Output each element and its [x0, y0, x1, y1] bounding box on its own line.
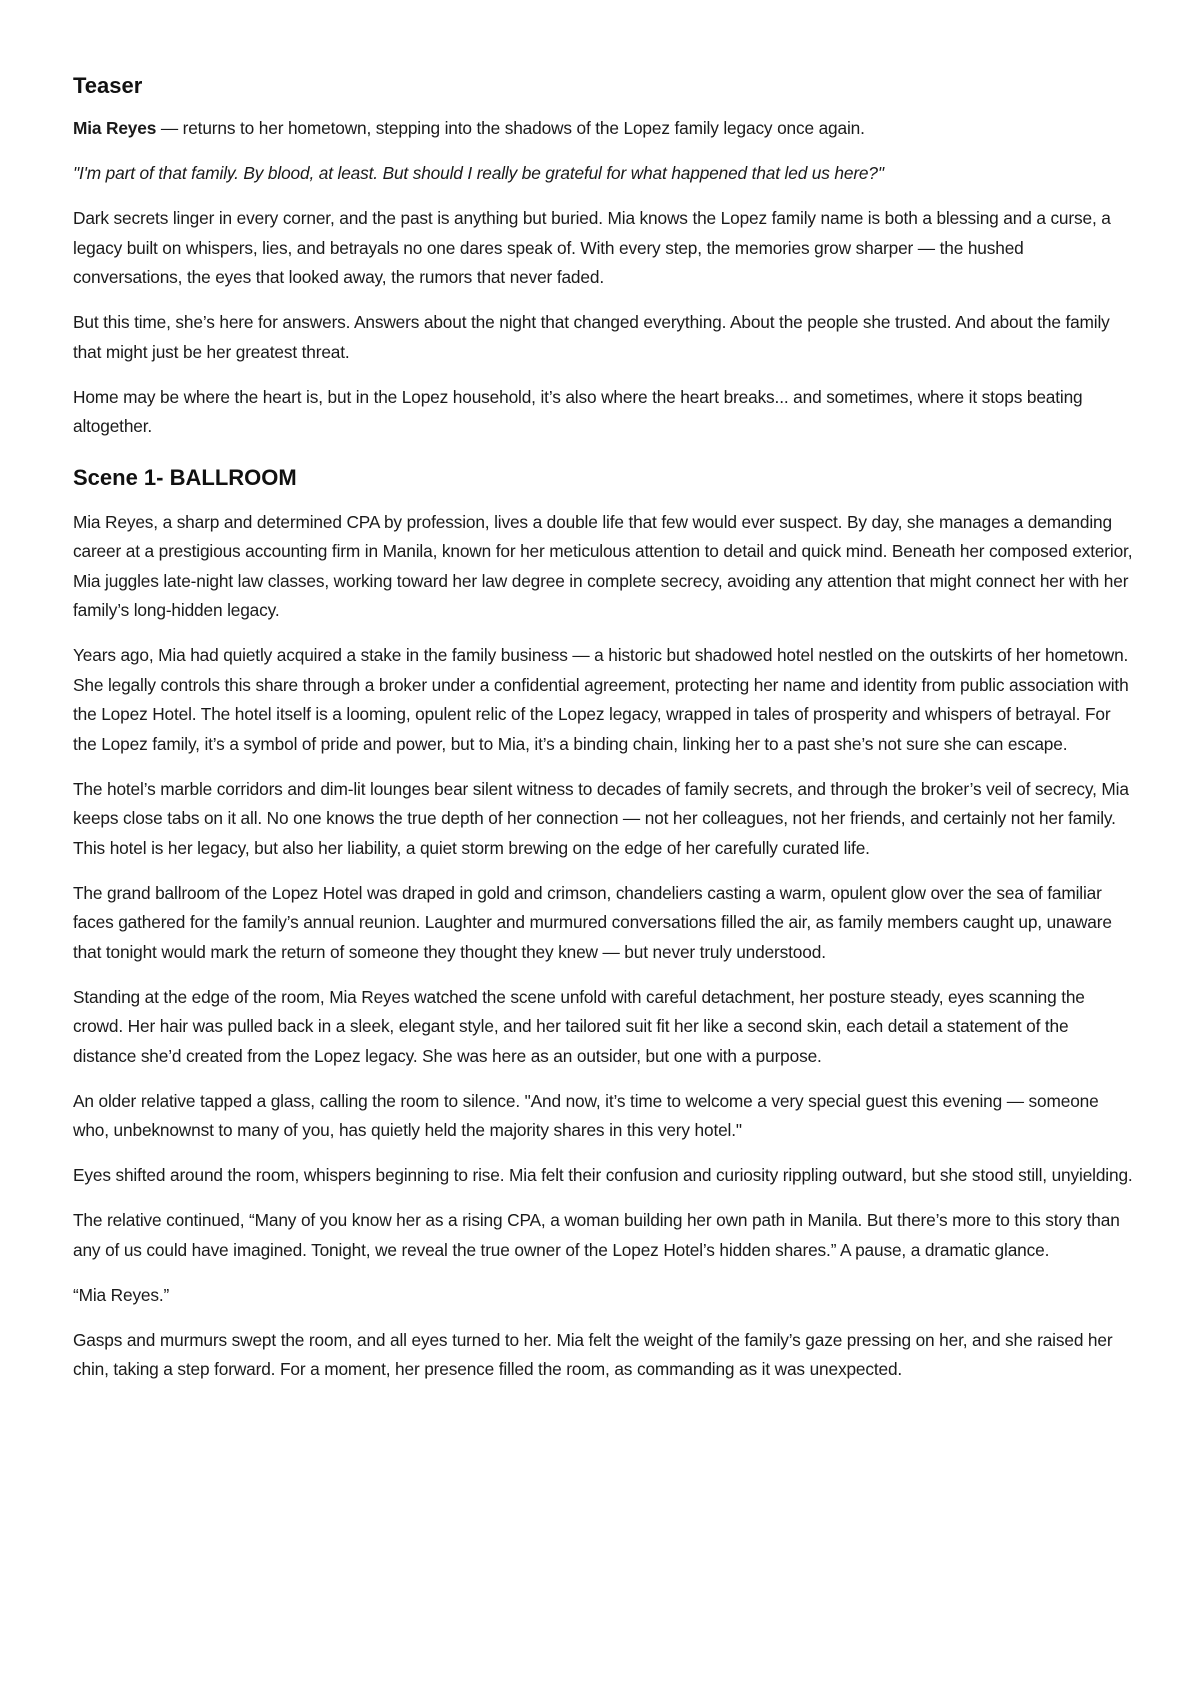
teaser-intro-name: Mia Reyes — [73, 118, 157, 138]
scene-1-heading: Scene 1- BALLROOM — [73, 464, 297, 490]
scene-paragraph: The grand ballroom of the Lopez Hotel was draped in gold and crimson, chandeliers casting a warm, opulent glow over the sea of familiar faces gathered for the family’s annual reunion. Laughter and murmured conversations filled the air, as family members caught up, unaware that tonight would mark the return of someone they thought they knew — but never truly understood. — [73, 882, 1112, 962]
scene-paragraph: “Mia Reyes.” — [73, 1284, 170, 1305]
scene-paragraph: The relative continued, “Many of you know her as a rising CPA, a woman building her own path in Manila. But there’s more to this story than any of us could have imagined. Tonight, we reveal the true owner of the Lopez Hotel’s hidden shares.” A pause, a dramatic glance. — [73, 1210, 1120, 1260]
teaser-heading: Teaser — [73, 73, 143, 98]
scene-paragraph: Gasps and murmurs swept the room, and all eyes turned to her. Mia felt the weight of the family’s gaze pressing on her, and she raised her chin, taking a step forward. For a moment, her presence filled the room, as commanding as it was unexpected. — [73, 1329, 1113, 1379]
scene-paragraph: Mia Reyes, a sharp and determined CPA by profession, lives a double life that few would ever suspect. By day, she manages a demanding career at a prestigious accounting firm in Manila, known for her meticulous attention to detail and quick mind. Beneath her composed exterior, Mia juggles late-night law classes, working toward her law degree in complete secrecy, avoiding any attention that might connect her with her family’s long-hidden legacy. — [73, 511, 1133, 620]
document-page — [73, 72, 1133, 1400]
scene-paragraph: Standing at the edge of the room, Mia Reyes watched the scene unfold with careful detachment, her posture steady, eyes scanning the crowd. Her hair was pulled back in a sleek, elegant style, and her tailored suit fit her like a second skin, each detail a statement of the distance she’d created from the Lopez legacy. She was here as an outsider, but one with a purpose. — [73, 986, 1085, 1066]
scene-paragraph: The hotel’s marble corridors and dim-lit lounges bear silent witness to decades of family secrets, and through the broker’s veil of secrecy, Mia keeps close tabs on it all. No one knows the true depth of her connection — not her colleagues, not her friends, and certainly not her family. This hotel is her legacy, but also her liability, a quiet storm brewing on the edge of her carefully curated life. — [73, 778, 1129, 858]
teaser-intro — [73, 114, 1133, 144]
teaser-quote: "I'm part of that family. By blood, at least. But should I really be grateful for what happened that led us here?" — [73, 163, 884, 183]
teaser-paragraph: Home may be where the heart is, but in the Lopez household, it’s also where the heart breaks... and sometimes, where it stops beating altogether. — [73, 386, 1083, 436]
scene-paragraph: Years ago, Mia had quietly acquired a stake in the family business — a historic but shadowed hotel nestled on the outskirts of her hometown. She legally controls this share through a broker under a confidential agreement, protecting her name and identity from public association with the Lopez Hotel. The hotel itself is a looming, opulent relic of the Lopez legacy, wrapped in tales of prosperity and whispers of betrayal. For the Lopez family, it’s a symbol of pride and power, but to Mia, it’s a binding chain, linking her to a past she’s not sure she can escape. — [73, 645, 1129, 754]
scene-paragraph: Eyes shifted around the room, whispers beginning to rise. Mia felt their confusion and curiosity rippling outward, but she stood still, unyielding. — [73, 1165, 1133, 1185]
teaser-paragraph: Dark secrets linger in every corner, and the past is anything but buried. Mia knows the Lopez family name is both a blessing and a curse, a legacy built on whispers, lies, and betrayals no one dares speak of. With every step, the memories grow sharper — the hushed conversations, the eyes that looked away, the rumors that never faded. — [73, 208, 1111, 287]
scene-paragraph: An older relative tapped a glass, calling the room to silence. "And now, it’s time to welcome a very special guest this evening — someone who, unbeknownst to many of you, has quietly held the majority shares in this very hotel." — [73, 1090, 1099, 1140]
teaser-intro-rest: — returns to her hometown, stepping into the shadows of the Lopez family legacy once again. — [156, 118, 865, 138]
teaser-paragraph: But this time, she’s here for answers. Answers about the night that changed everything. About the people she trusted. And about the family that might just be her greatest threat. — [73, 312, 1110, 362]
